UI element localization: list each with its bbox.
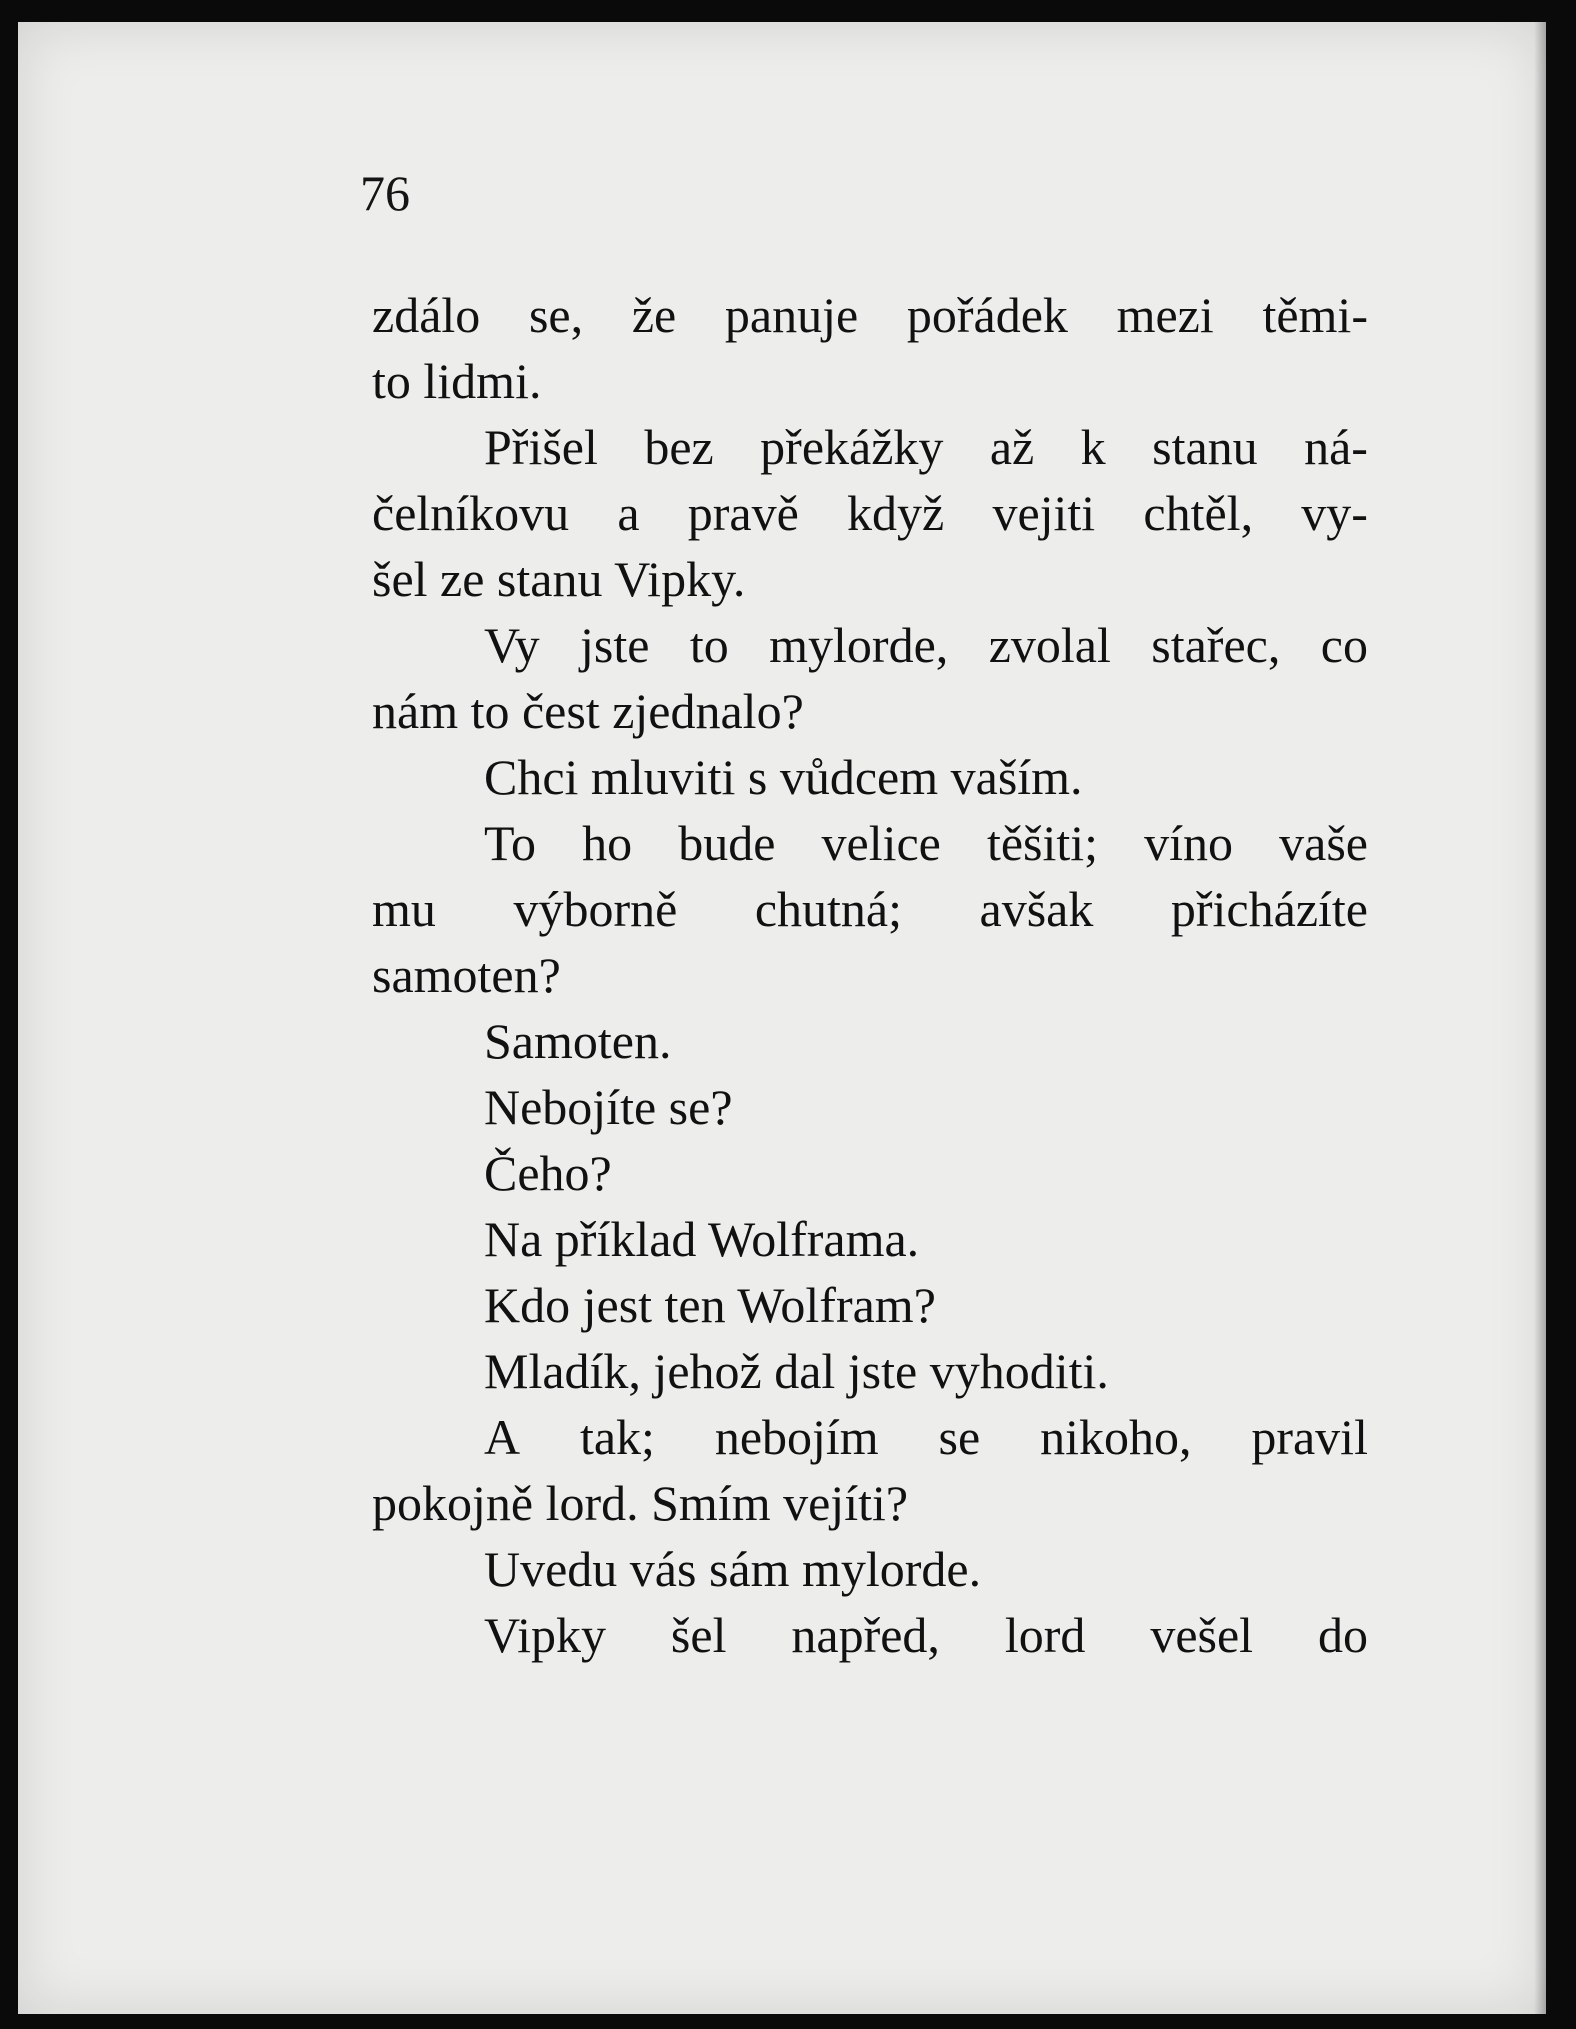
- page-number: 76: [360, 165, 410, 221]
- text-word: vaše: [1279, 815, 1368, 871]
- text-word: To: [484, 815, 537, 871]
- text-word: šel: [670, 1607, 727, 1663]
- text-line: šel ze stanu Vipky.: [372, 551, 746, 607]
- text-word: překážky: [760, 419, 944, 475]
- text-word: že: [631, 287, 677, 343]
- text-line: Kdo jest ten Wolfram?: [484, 1277, 936, 1333]
- text-line: pokojně lord. Smím vejíti?: [372, 1475, 909, 1531]
- text-word: chtěl,: [1143, 485, 1254, 541]
- text-word: Vipky: [484, 1607, 606, 1663]
- text-word: přicházíte: [1170, 881, 1368, 937]
- page-edge-shadow: [1534, 22, 1546, 2014]
- text-word: mu: [372, 881, 436, 937]
- text-word: avšak: [979, 881, 1094, 937]
- text-line: [484, 1607, 1368, 1663]
- text-word: čelníkovu: [372, 485, 570, 541]
- text-line: Na příklad Wolframa.: [484, 1211, 920, 1267]
- text-word: těmi-: [1262, 287, 1368, 343]
- text-word: a: [617, 485, 640, 541]
- text-word: stanu: [1152, 419, 1258, 475]
- text-word: napřed,: [791, 1607, 940, 1663]
- text-word: bude: [678, 815, 776, 871]
- text-line: to lidmi.: [372, 353, 542, 409]
- text-word: ná-: [1304, 419, 1368, 475]
- text-word: vejiti: [992, 485, 1096, 541]
- text-line: Čeho?: [484, 1145, 612, 1201]
- text-line: [372, 881, 1368, 937]
- text-word: nebojím: [714, 1409, 879, 1465]
- text-line: [372, 485, 1368, 541]
- text-word: pravě: [687, 485, 799, 541]
- text-word: panuje: [724, 287, 859, 343]
- text-line: Mladík, jehož dal jste vyhoditi.: [484, 1343, 1109, 1399]
- text-word: když: [847, 485, 945, 541]
- text-word: mezi: [1116, 287, 1214, 343]
- text-word: jste: [579, 617, 650, 673]
- text-word: bez: [644, 419, 714, 475]
- text-line: nám to čest zjednalo?: [372, 683, 804, 739]
- text-word: ho: [582, 815, 633, 871]
- text-word: pravil: [1251, 1409, 1368, 1465]
- text-word: mylorde,: [769, 617, 949, 673]
- text-word: co: [1320, 617, 1368, 673]
- text-word: vy-: [1301, 485, 1368, 541]
- text-line: [484, 815, 1368, 871]
- text-word: A: [484, 1409, 521, 1465]
- text-line: Samoten.: [484, 1013, 672, 1069]
- text-word: to: [689, 617, 729, 673]
- text-line: samoten?: [372, 947, 561, 1003]
- text-line: [484, 1409, 1368, 1465]
- text-line: Chci mluviti s vůdcem vaším.: [484, 749, 1083, 805]
- text-line: Uvedu vás sám mylorde.: [484, 1541, 982, 1597]
- text-word: tak;: [579, 1409, 655, 1465]
- text-line: [484, 617, 1368, 673]
- text-word: zvolal: [988, 617, 1111, 673]
- text-word: zdálo: [372, 287, 481, 343]
- text-word: do: [1317, 1607, 1368, 1663]
- text-line: [484, 419, 1368, 475]
- text-word: těšiti;: [986, 815, 1099, 871]
- text-word: k: [1080, 419, 1106, 475]
- text-word: stařec,: [1151, 617, 1281, 673]
- text-word: velice: [821, 815, 941, 871]
- text-word: výborně: [513, 881, 678, 937]
- text-word: Přišel: [484, 419, 598, 475]
- text-word: lord: [1004, 1607, 1086, 1663]
- text-word: víno: [1144, 815, 1234, 871]
- text-line: [372, 287, 1368, 343]
- text-word: Vy: [484, 617, 540, 673]
- text-word: se,: [528, 287, 584, 343]
- text-word: až: [989, 419, 1035, 475]
- text-word: vešel: [1150, 1607, 1254, 1663]
- text-word: nikoho,: [1040, 1409, 1192, 1465]
- text-word: se: [938, 1409, 981, 1465]
- text-word: pořádek: [906, 287, 1068, 343]
- text-line: Nebojíte se?: [484, 1079, 733, 1135]
- text-word: chutná;: [754, 881, 902, 937]
